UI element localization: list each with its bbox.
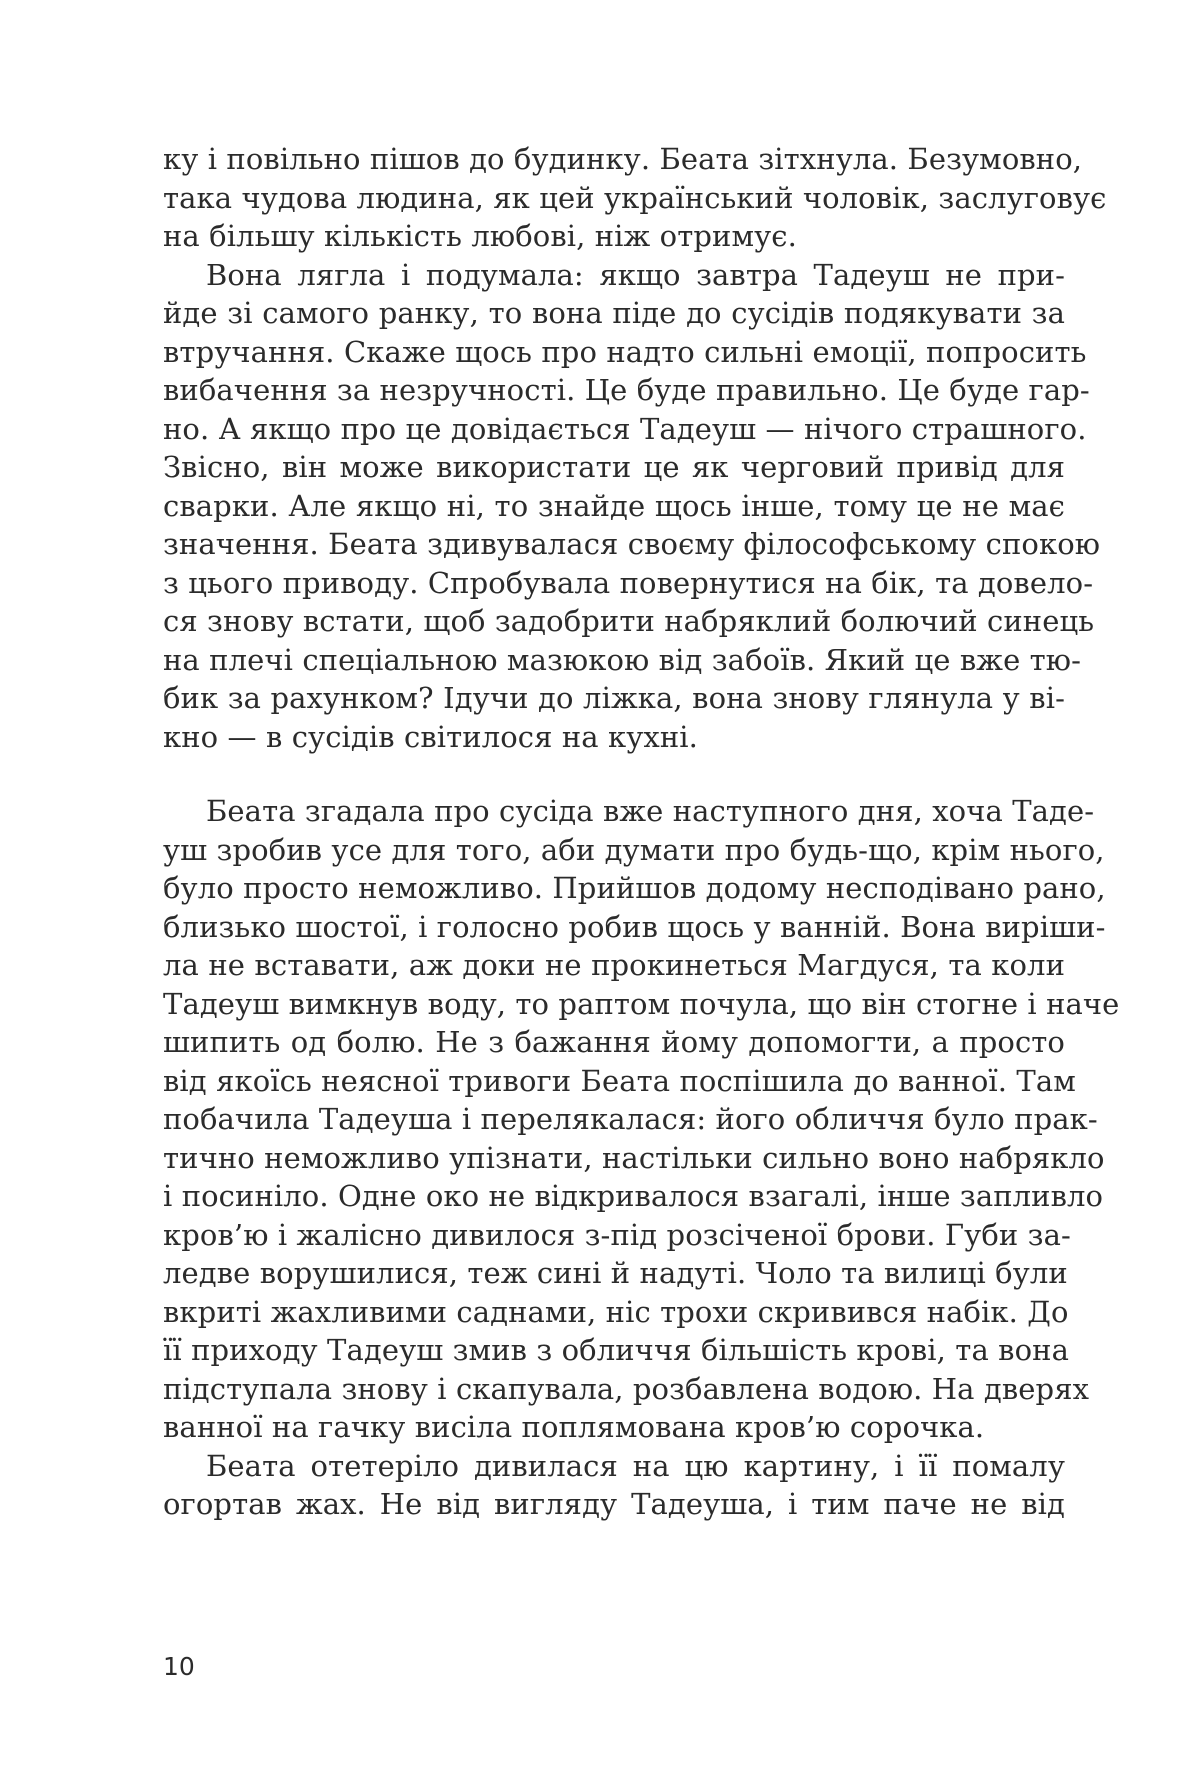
text-line: Тадеуш вимкнув воду, то раптом почула, що він стогне і наче xyxy=(163,986,1120,1021)
text-line: втручання. Скаже щось про надто сильні емоції, попросить xyxy=(163,334,1087,369)
text-line: і посиніло. Одне око не відкривалося взагалі, інше запливло xyxy=(163,1179,1104,1213)
text-line: ся знову встати, щоб задобрити набряклий болючий синець xyxy=(163,604,1095,638)
text-line: ванної на гачку висіла поплямована кров’ю сорочка. xyxy=(163,1410,985,1444)
text-line: на більшу кількість любові, ніж отримує. xyxy=(163,219,797,253)
page-number: 10 xyxy=(163,1652,195,1681)
text-line: йде зі самого ранку, то вона піде до сусідів подякувати за xyxy=(163,296,1065,330)
text-line: Вона лягла і подумала: якщо завтра Тадеуш не при- xyxy=(206,257,1065,292)
text-line: ледве ворушилися, теж сині й надуті. Чоло та вилиці були xyxy=(163,1256,1068,1290)
text-line: кно — в сусідів світилося на кухні. xyxy=(163,719,698,754)
text-line: її приходу Тадеуш змив з обличчя більшість крові, та вона xyxy=(163,1333,1069,1367)
text-line: від якоїсь неясної тривоги Беата поспішила до ванної. Там xyxy=(163,1063,1076,1098)
text-line: Беата згадала про сусіда вже наступного дня, хоча Таде- xyxy=(206,794,1095,828)
text-line: ку і повільно пішов до будинку. Беата зітхнула. Безумовно, xyxy=(163,142,1083,176)
text-line: було просто неможливо. Прийшов додому несподівано рано, xyxy=(163,871,1106,905)
text-line: Звісно, він може використати це як черговий привід для xyxy=(163,450,1065,484)
paragraph-2 xyxy=(163,256,1101,757)
text-line: з цього приводу. Спробувала повернутися на бік, та довело- xyxy=(163,565,1094,600)
text-line: бик за рахунком? Ідучи до ліжка, вона знову глянула у ві- xyxy=(163,681,1065,715)
text-line: підступала знову і скапувала, розбавлена водою. На дверях xyxy=(163,1371,1090,1406)
text-line: на плечі спеціальною мазюкою від забоїв. Який це вже тю- xyxy=(163,642,1082,677)
text-line: така чудова людина, як цей український чоловік, заслуговує xyxy=(163,180,1107,215)
paragraph-1 xyxy=(163,140,1107,256)
paragraph-4 xyxy=(163,1447,1065,1524)
text-line: шипить од болю. Не з бажання йому допомогти, а просто xyxy=(163,1025,1065,1059)
page-body xyxy=(163,140,1120,1524)
text-line: но. А якщо про це довідається Тадеуш — нічого страшного. xyxy=(163,411,1087,446)
text-line: огортав жах. Не від вигляду Тадеуша, і тим паче не від xyxy=(163,1487,1065,1521)
text-line: уш зробив усе для того, аби думати про будь-що, крім нього, xyxy=(163,832,1105,867)
text-line: близько шостої, і голосно робив щось у ванній. Вона виріши- xyxy=(163,909,1106,944)
text-line: ла не вставати, аж доки не прокинеться Магдуся, та коли xyxy=(163,948,1065,982)
paragraph-3 xyxy=(163,792,1120,1447)
text-line: значення. Беата здивувалася своєму філософському спокою xyxy=(163,527,1101,561)
text-line: кров’ю і жалісно дивилося з-під розсіченої брови. Губи за- xyxy=(163,1217,1071,1252)
section-break xyxy=(163,756,1065,792)
text-line: вкриті жахливими саднами, ніс трохи скривився набік. До xyxy=(163,1294,1069,1329)
text-line: тично неможливо упізнати, настільки сильно воно набрякло xyxy=(163,1140,1105,1175)
text-line: вибачення за незручності. Це буде правильно. Це буде гар- xyxy=(163,373,1090,407)
text-line: побачила Тадеуша і перелякалася: його обличчя було прак- xyxy=(163,1102,1098,1136)
text-line: сварки. Але якщо ні, то знайде щось інше, тому це не має xyxy=(163,488,1065,523)
text-line: Беата отетеріло дивилася на цю картину, і її помалу xyxy=(206,1448,1065,1483)
